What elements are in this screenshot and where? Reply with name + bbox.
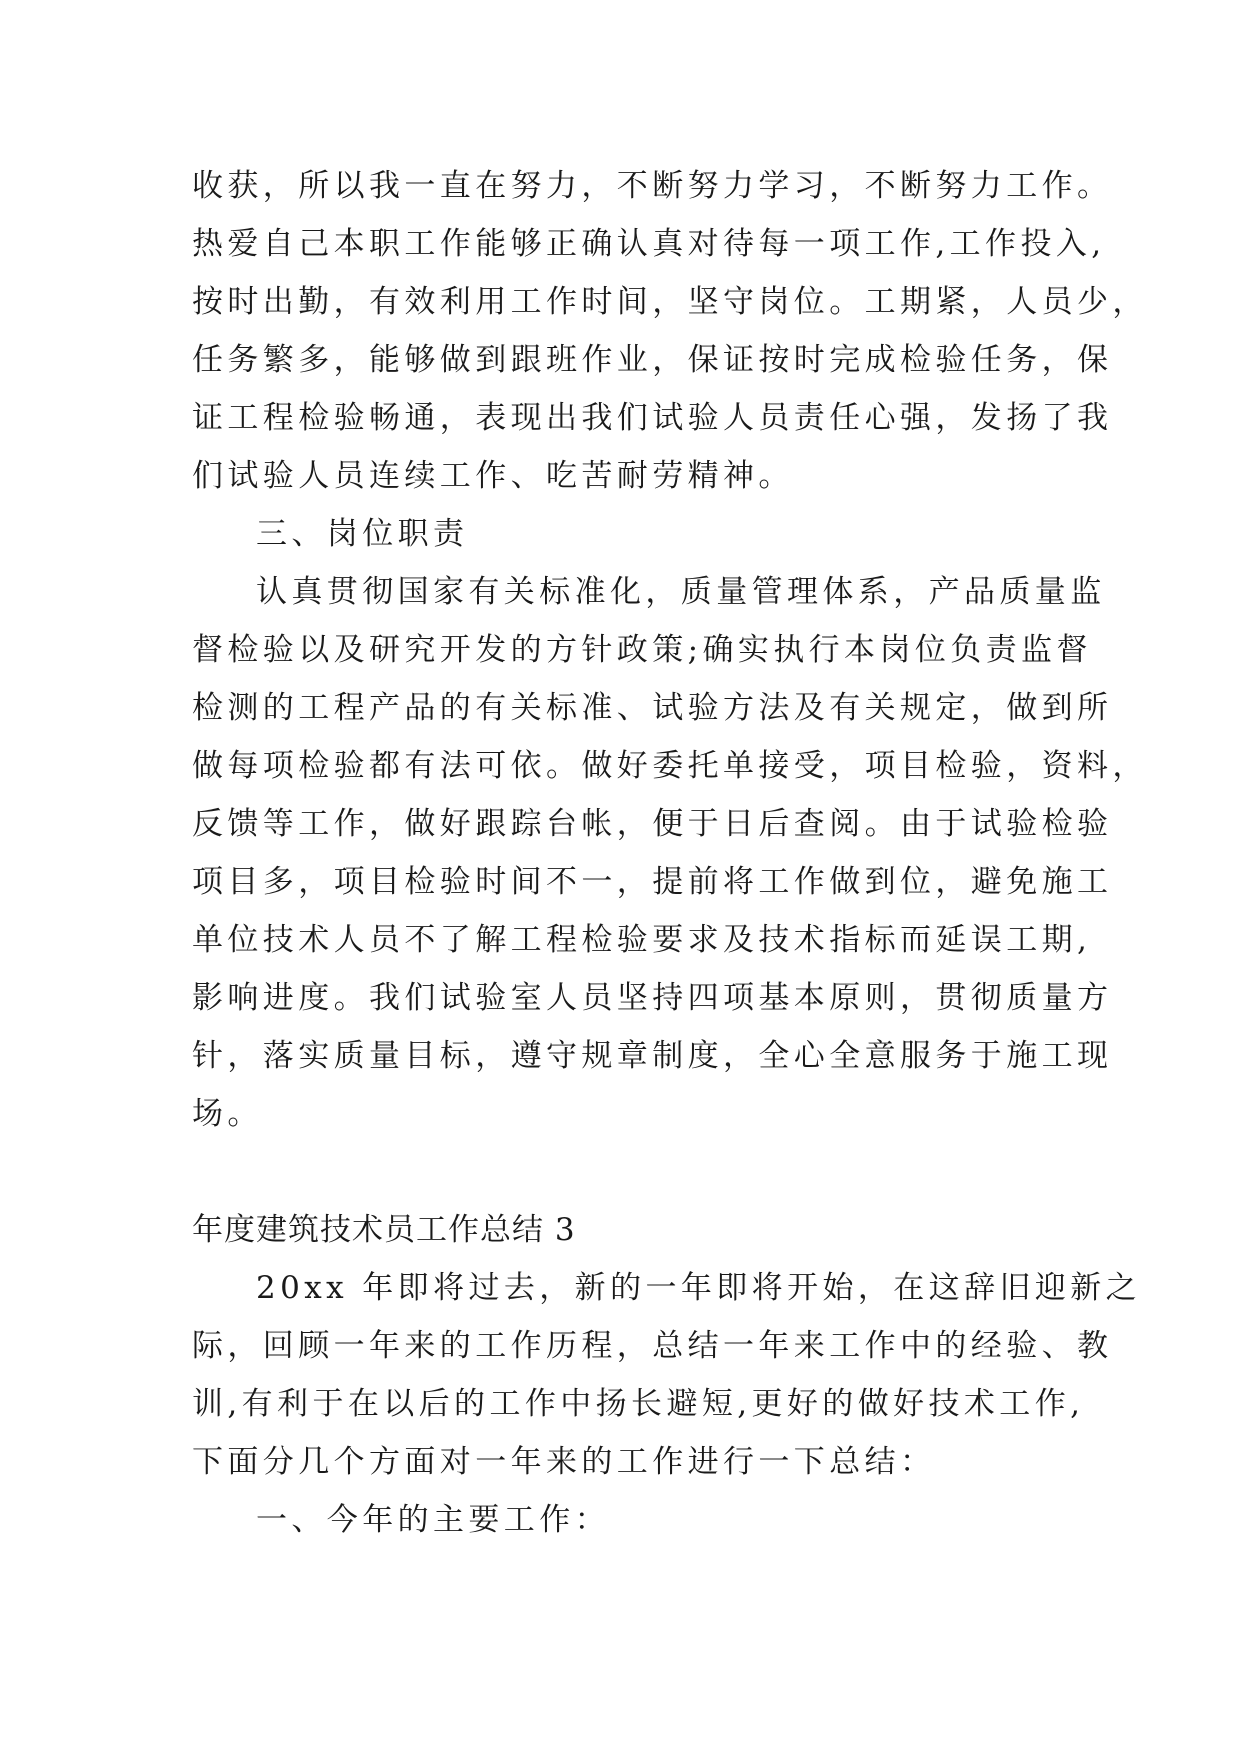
paragraph-line: 做每项检验都有法可依。做好委托单接受，项目检验，资料，	[192, 748, 1148, 784]
paragraph-line: 针，落实质量目标，遵守规章制度，全心全意服务于施工现	[192, 1038, 1113, 1074]
paragraph-line: 单位技术人员不了解工程检验要求及技术指标而延误工期,	[192, 922, 1092, 958]
paragraph-line: 收获，所以我一直在努力，不断努力学习，不断努力工作。	[192, 168, 1113, 204]
paragraph-line: 际，回顾一年来的工作历程，总结一年来工作中的经验、教	[192, 1328, 1113, 1364]
paragraph-line: 检测的工程产品的有关标准、试验方法及有关规定，做到所	[192, 690, 1113, 726]
paragraph-line: 项目多，项目检验时间不一，提前将工作做到位，避免施工	[192, 864, 1113, 900]
paragraph-line: 任务繁多，能够做到跟班作业，保证按时完成检验任务，保	[192, 342, 1113, 378]
paragraph-line: 认真贯彻国家有关标准化，质量管理体系，产品质量监	[256, 574, 1106, 610]
paragraph-line: 按时出勤，有效利用工作时间，坚守岗位。工期紧，人员少，	[192, 284, 1148, 320]
paragraph-line: 们试验人员连续工作、吃苦耐劳精神。	[192, 458, 794, 494]
paragraph-line: 20xx 年即将过去，新的一年即将开始，在这辞旧迎新之	[256, 1270, 1142, 1306]
paragraph-line: 训,有利于在以后的工作中扬长避短,更好的做好技术工作,	[192, 1386, 1085, 1422]
paragraph-line: 热爱自己本职工作能够正确认真对待每一项工作,工作投入,	[192, 226, 1106, 262]
paragraph-line: 证工程检验畅通，表现出我们试验人员责任心强，发扬了我	[192, 400, 1113, 436]
section-heading: 一、今年的主要工作：	[256, 1502, 610, 1538]
section-heading: 三、岗位职责	[256, 516, 469, 552]
paragraph-line: 督检验以及研究开发的方针政策;确实执行本岗位负责监督	[192, 632, 1092, 668]
paragraph-line: 下面分几个方面对一年来的工作进行一下总结：	[192, 1444, 936, 1480]
document-title: 年度建筑技术员工作总结 3	[192, 1212, 576, 1248]
paragraph-line: 反馈等工作，做好跟踪台帐，便于日后查阅。由于试验检验	[192, 806, 1113, 842]
paragraph-line: 影响进度。我们试验室人员坚持四项基本原则，贯彻质量方	[192, 980, 1113, 1016]
paragraph-line: 场。	[192, 1096, 263, 1132]
